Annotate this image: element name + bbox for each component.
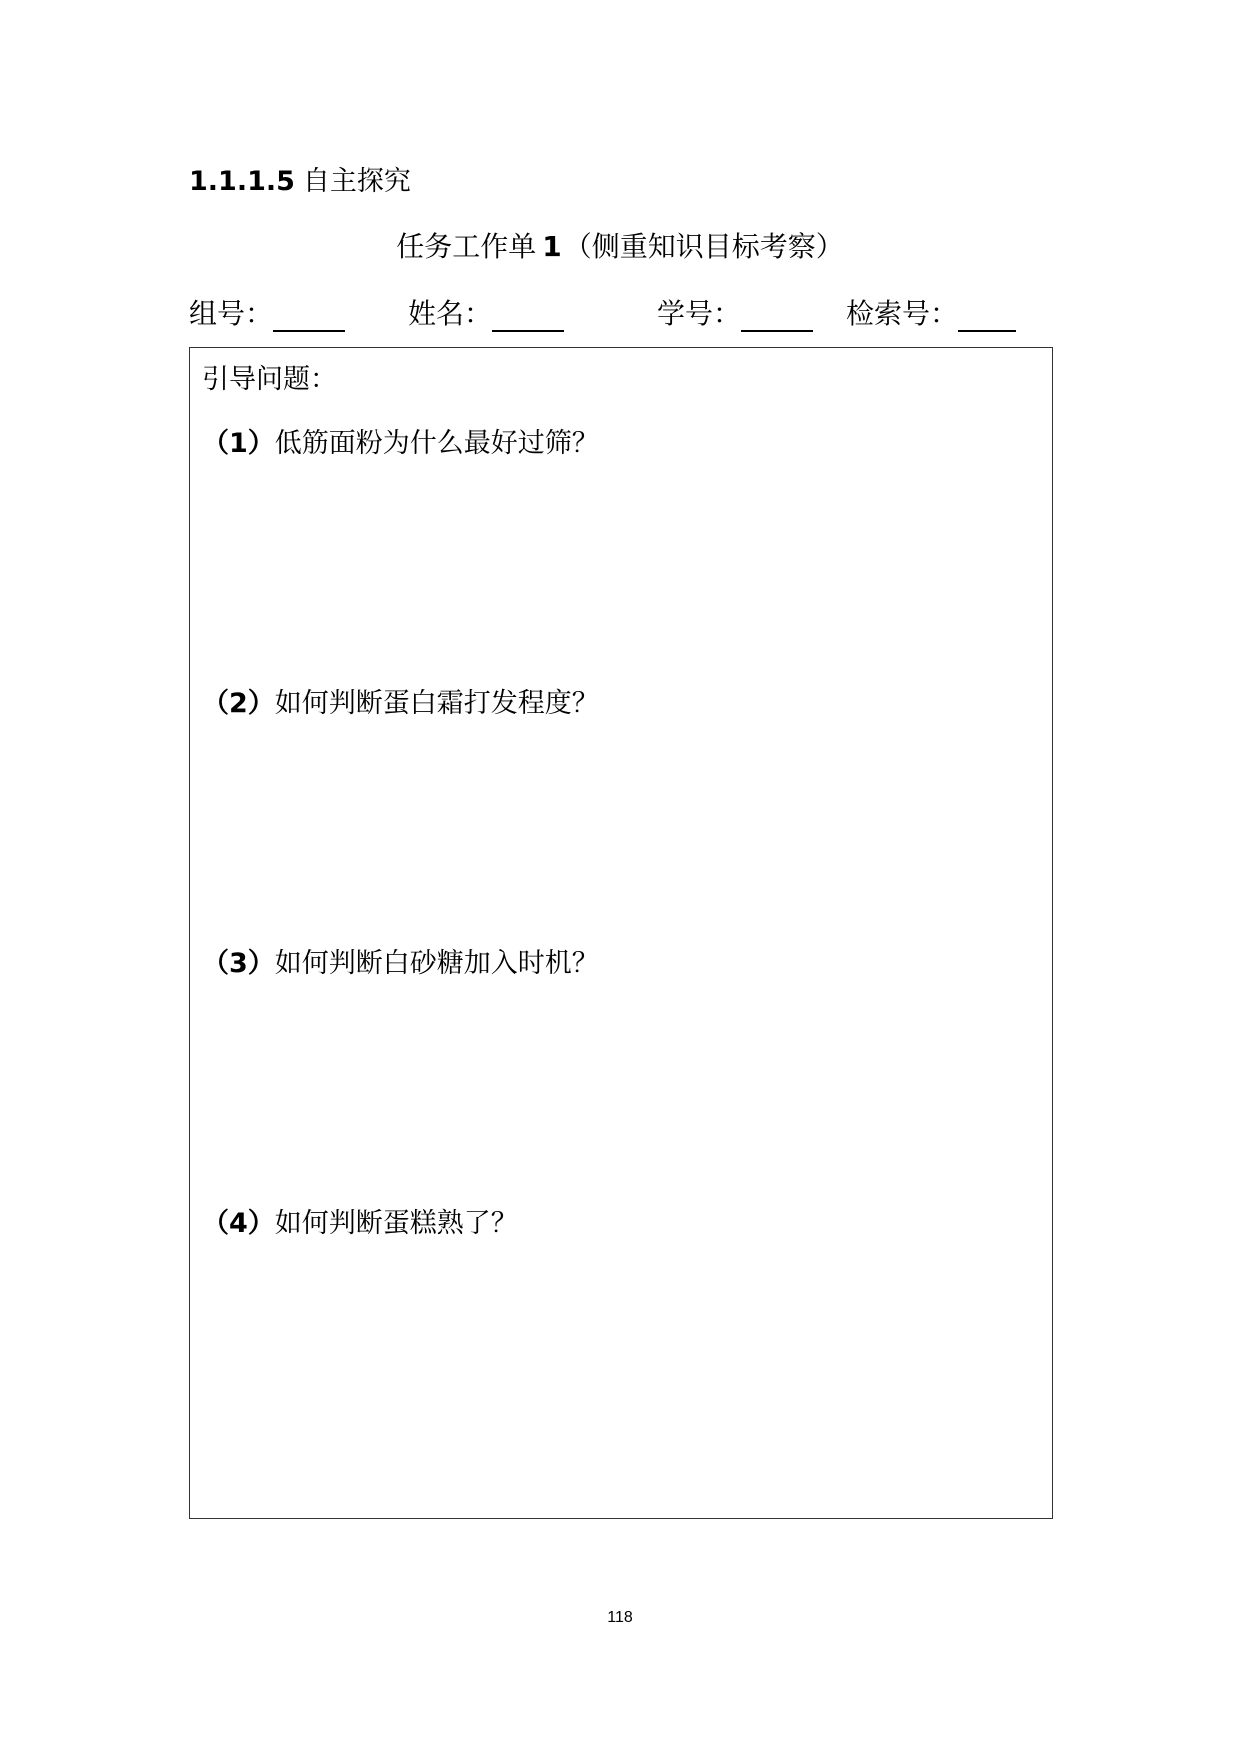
answer-area-3[interactable] [202, 988, 1038, 1178]
name-label: 姓名： [408, 297, 493, 330]
answer-area-2[interactable] [202, 728, 1038, 918]
name-field [408, 296, 564, 336]
question-3 [202, 946, 599, 982]
student-number-blank[interactable] [741, 302, 813, 332]
task-sheet-number: 1 [542, 230, 562, 263]
section-heading [189, 165, 411, 199]
page-number: 118 [607, 1609, 633, 1626]
index-number-blank[interactable] [958, 302, 1016, 332]
group-number-blank[interactable] [273, 302, 345, 332]
task-sheet-title [0, 229, 1240, 265]
question-3-text: 如何判断白砂糖加入时机？ [274, 948, 599, 979]
student-number-field [657, 296, 813, 336]
group-number-field [189, 296, 345, 336]
task-sheet-title-suffix: （侧重知识目标考察） [563, 230, 844, 263]
answer-area-1[interactable] [202, 468, 1038, 658]
question-4-number: （4） [202, 1208, 275, 1239]
question-2-text: 如何判断蛋白霜打发程度？ [274, 688, 599, 719]
question-4 [202, 1206, 518, 1242]
answer-area-4[interactable] [202, 1248, 1038, 1498]
section-number: 1.1.1.5 [189, 166, 295, 197]
group-number-label: 组号： [189, 297, 274, 330]
question-4-text: 如何判断蛋糕熟了？ [274, 1208, 518, 1239]
student-number-label: 学号： [657, 297, 742, 330]
question-1-number: （1） [202, 428, 275, 459]
question-3-number: （3） [202, 948, 275, 979]
question-1 [202, 426, 599, 462]
index-number-field [846, 296, 1016, 336]
guide-questions-label: 引导问题： [202, 364, 337, 395]
question-2 [202, 686, 599, 722]
question-1-text: 低筋面粉为什么最好过筛？ [274, 428, 599, 459]
section-title: 自主探究 [302, 166, 411, 197]
index-number-label: 检索号： [846, 297, 959, 330]
name-blank[interactable] [492, 302, 564, 332]
question-2-number: （2） [202, 688, 275, 719]
task-sheet-title-prefix: 任务工作单 [396, 230, 537, 263]
